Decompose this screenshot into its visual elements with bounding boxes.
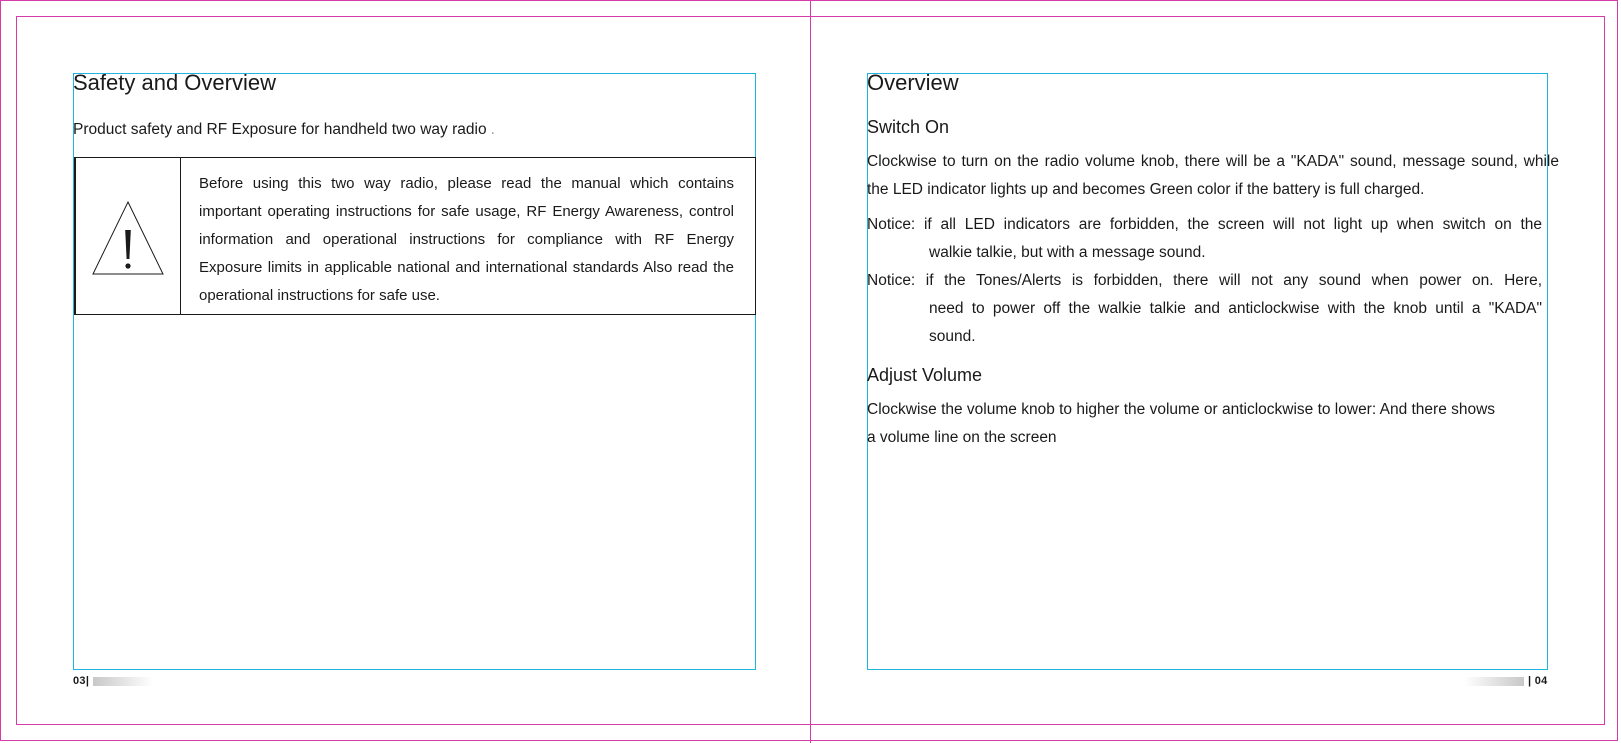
notice-tones-line-1: Notice: if the Tones/Alerts is forbidden, there will not any sound when power on. Here, — [867, 272, 1542, 289]
left-page-subtitle — [73, 121, 495, 139]
notice-led — [867, 211, 1542, 267]
warning-text: Before using this two way radio, please read the manual which contains important operating instructions for safe usage, RF Energy Awareness, control information and operational instructions for compliance with RF Energy Exposure limits in applicable national and international standards Also read the operational instructions for safe use. — [199, 175, 734, 304]
safety-warning-box — [74, 157, 756, 315]
left-footer-bar — [93, 677, 153, 686]
warning-box-left-rule — [75, 158, 76, 314]
switch-on-heading: Switch On — [867, 117, 950, 137]
left-page-title: Safety and Overview — [73, 70, 276, 95]
right-page-number: | 04 — [1528, 675, 1548, 687]
subtitle-text: Product safety and RF Exposure for handheld two way radio — [73, 121, 487, 138]
adjust-volume-line-1: Clockwise the volume knob to higher the volume or anticlockwise to lower: And there shows — [867, 401, 1496, 418]
notice-tones-line-3: sound. — [929, 328, 976, 345]
right-page-title: Overview — [867, 70, 959, 95]
notice-led-line-1: Notice: if all LED indicators are forbidden, the screen will not light up when switch on the — [867, 216, 1542, 233]
adjust-volume-heading: Adjust Volume — [867, 365, 983, 385]
warning-triangle-icon — [90, 198, 166, 278]
notice-tones — [867, 267, 1542, 351]
left-page-number: 03| — [73, 675, 90, 687]
adjust-volume-body — [867, 396, 1567, 452]
adjust-volume-line-2: a volume line on the screen — [867, 429, 1057, 446]
page-number-value: 04 — [1534, 675, 1548, 687]
notice-tones-line-2: need to power off the walkie talkie and anticlockwise with the knob until a "KADA" — [929, 300, 1542, 317]
notice-led-line-2: walkie talkie, but with a message sound. — [929, 244, 1206, 261]
switch-on-body: Clockwise to turn on the radio volume knob, there will be a "KADA" sound, message sound, while the LED indicator lights up and becomes Green color if the battery is full charged. — [867, 153, 1559, 198]
subtitle-trailing: . — [490, 121, 495, 138]
page-number-value: 03 — [73, 675, 86, 687]
right-footer-bar — [1464, 677, 1524, 686]
warning-box-divider — [180, 158, 181, 314]
page-spine — [810, 0, 811, 743]
